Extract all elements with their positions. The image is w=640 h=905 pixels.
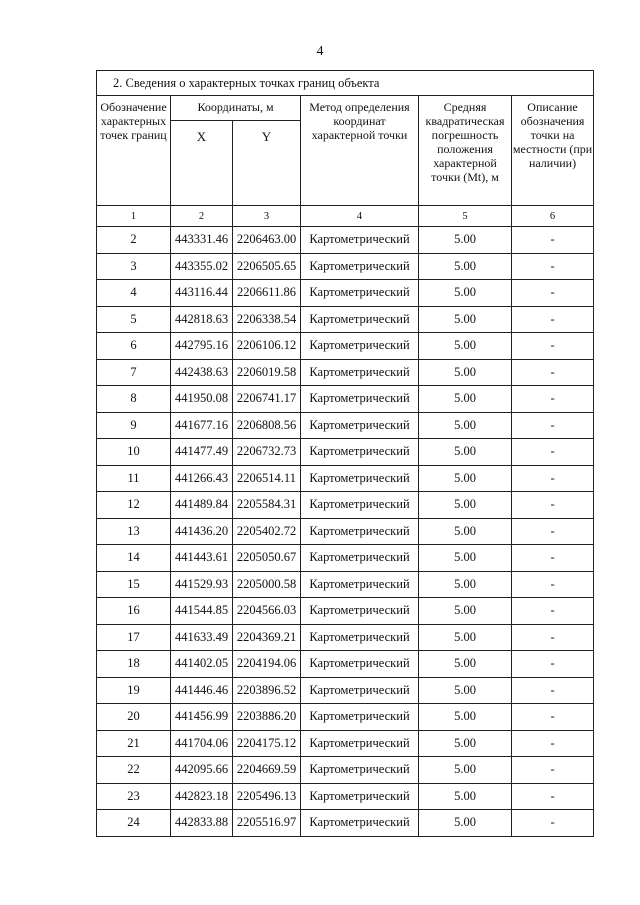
method-cell: Картометрический xyxy=(301,677,419,704)
table-row xyxy=(97,253,594,280)
header-description: Описание обозначения точки на местности (при наличии) xyxy=(512,96,594,206)
y-coordinate-cell: 2204175.12 xyxy=(233,730,301,757)
y-coordinate-cell: 2206019.58 xyxy=(233,359,301,386)
point-id-cell: 12 xyxy=(97,492,171,519)
point-id-cell: 11 xyxy=(97,465,171,492)
error-cell: 5.00 xyxy=(419,386,512,413)
table-row xyxy=(97,571,594,598)
method-cell: Картометрический xyxy=(301,757,419,784)
error-cell: 5.00 xyxy=(419,677,512,704)
method-cell: Картометрический xyxy=(301,545,419,572)
method-cell: Картометрический xyxy=(301,492,419,519)
y-coordinate-cell: 2206106.12 xyxy=(233,333,301,360)
y-coordinate-cell: 2206808.56 xyxy=(233,412,301,439)
x-coordinate-cell: 443355.02 xyxy=(171,253,233,280)
table-row xyxy=(97,412,594,439)
point-id-cell: 16 xyxy=(97,598,171,625)
method-cell: Картометрический xyxy=(301,651,419,678)
error-cell: 5.00 xyxy=(419,704,512,731)
point-id-cell: 9 xyxy=(97,412,171,439)
point-id-cell: 21 xyxy=(97,730,171,757)
method-cell: Картометрический xyxy=(301,227,419,254)
x-coordinate-cell: 441950.08 xyxy=(171,386,233,413)
y-coordinate-cell: 2205516.97 xyxy=(233,810,301,837)
page-number: 4 xyxy=(316,44,324,59)
column-number: 1 xyxy=(97,206,171,227)
table-row xyxy=(97,333,594,360)
y-coordinate-cell: 2206611.86 xyxy=(233,280,301,307)
description-cell: - xyxy=(512,598,594,625)
error-cell: 5.00 xyxy=(419,492,512,519)
table-row xyxy=(97,280,594,307)
header-error: Средняя квадратическая погрешность положения характерной точки (Mt), м xyxy=(419,96,512,206)
error-cell: 5.00 xyxy=(419,253,512,280)
method-cell: Картометрический xyxy=(301,598,419,625)
method-cell: Картометрический xyxy=(301,704,419,731)
point-id-cell: 19 xyxy=(97,677,171,704)
error-cell: 5.00 xyxy=(419,227,512,254)
description-cell: - xyxy=(512,386,594,413)
x-coordinate-cell: 442818.63 xyxy=(171,306,233,333)
description-cell: - xyxy=(512,333,594,360)
table-row xyxy=(97,730,594,757)
point-id-cell: 8 xyxy=(97,386,171,413)
x-coordinate-cell: 441266.43 xyxy=(171,465,233,492)
point-id-cell: 23 xyxy=(97,783,171,810)
column-number: 2 xyxy=(171,206,233,227)
description-cell: - xyxy=(512,571,594,598)
table-row xyxy=(97,306,594,333)
method-cell: Картометрический xyxy=(301,730,419,757)
point-id-cell: 10 xyxy=(97,439,171,466)
description-cell: - xyxy=(512,545,594,572)
method-cell: Картометрический xyxy=(301,518,419,545)
point-id-cell: 24 xyxy=(97,810,171,837)
table-row xyxy=(97,386,594,413)
description-cell: - xyxy=(512,757,594,784)
method-cell: Картометрический xyxy=(301,306,419,333)
y-coordinate-cell: 2206732.73 xyxy=(233,439,301,466)
y-coordinate-cell: 2206514.11 xyxy=(233,465,301,492)
description-cell: - xyxy=(512,810,594,837)
method-cell: Картометрический xyxy=(301,783,419,810)
header-y: Y xyxy=(233,121,301,206)
error-cell: 5.00 xyxy=(419,571,512,598)
method-cell: Картометрический xyxy=(301,465,419,492)
method-cell: Картометрический xyxy=(301,624,419,651)
x-coordinate-cell: 441677.16 xyxy=(171,412,233,439)
point-id-cell: 20 xyxy=(97,704,171,731)
table-row xyxy=(97,545,594,572)
x-coordinate-cell: 442438.63 xyxy=(171,359,233,386)
description-cell: - xyxy=(512,280,594,307)
error-cell: 5.00 xyxy=(419,359,512,386)
y-coordinate-cell: 2203886.20 xyxy=(233,704,301,731)
error-cell: 5.00 xyxy=(419,651,512,678)
point-id-cell: 22 xyxy=(97,757,171,784)
error-cell: 5.00 xyxy=(419,810,512,837)
error-cell: 5.00 xyxy=(419,757,512,784)
error-cell: 5.00 xyxy=(419,598,512,625)
x-coordinate-cell: 441443.61 xyxy=(171,545,233,572)
header-x: X xyxy=(171,121,233,206)
column-number: 5 xyxy=(419,206,512,227)
description-cell: - xyxy=(512,465,594,492)
method-cell: Картометрический xyxy=(301,571,419,598)
method-cell: Картометрический xyxy=(301,253,419,280)
table-row xyxy=(97,465,594,492)
x-coordinate-cell: 442833.88 xyxy=(171,810,233,837)
error-cell: 5.00 xyxy=(419,730,512,757)
x-coordinate-cell: 441446.46 xyxy=(171,677,233,704)
header-designation: Обозначение характерных точек границ xyxy=(97,96,171,206)
x-coordinate-cell: 441436.20 xyxy=(171,518,233,545)
description-cell: - xyxy=(512,492,594,519)
x-coordinate-cell: 442095.66 xyxy=(171,757,233,784)
y-coordinate-cell: 2205000.58 xyxy=(233,571,301,598)
y-coordinate-cell: 2206505.65 xyxy=(233,253,301,280)
table-body xyxy=(97,227,594,837)
description-cell: - xyxy=(512,227,594,254)
error-cell: 5.00 xyxy=(419,545,512,572)
point-id-cell: 13 xyxy=(97,518,171,545)
x-coordinate-cell: 441477.49 xyxy=(171,439,233,466)
x-coordinate-cell: 441456.99 xyxy=(171,704,233,731)
y-coordinate-cell: 2205496.13 xyxy=(233,783,301,810)
error-cell: 5.00 xyxy=(419,624,512,651)
header-method: Метод определения координат характерной точки xyxy=(301,96,419,206)
table-row xyxy=(97,704,594,731)
error-cell: 5.00 xyxy=(419,465,512,492)
error-cell: 5.00 xyxy=(419,280,512,307)
column-number: 4 xyxy=(301,206,419,227)
method-cell: Картометрический xyxy=(301,439,419,466)
point-id-cell: 4 xyxy=(97,280,171,307)
table-row xyxy=(97,677,594,704)
table-row xyxy=(97,624,594,651)
error-cell: 5.00 xyxy=(419,412,512,439)
description-cell: - xyxy=(512,518,594,545)
table-row xyxy=(97,783,594,810)
x-coordinate-cell: 442795.16 xyxy=(171,333,233,360)
column-number: 6 xyxy=(512,206,594,227)
description-cell: - xyxy=(512,783,594,810)
table-row xyxy=(97,227,594,254)
point-id-cell: 7 xyxy=(97,359,171,386)
y-coordinate-cell: 2203896.52 xyxy=(233,677,301,704)
x-coordinate-cell: 441704.06 xyxy=(171,730,233,757)
table-row xyxy=(97,518,594,545)
description-cell: - xyxy=(512,730,594,757)
point-id-cell: 18 xyxy=(97,651,171,678)
description-cell: - xyxy=(512,704,594,731)
y-coordinate-cell: 2205402.72 xyxy=(233,518,301,545)
description-cell: - xyxy=(512,439,594,466)
table-row xyxy=(97,651,594,678)
method-cell: Картометрический xyxy=(301,386,419,413)
point-id-cell: 2 xyxy=(97,227,171,254)
table-row xyxy=(97,359,594,386)
point-id-cell: 6 xyxy=(97,333,171,360)
table-row xyxy=(97,757,594,784)
error-cell: 5.00 xyxy=(419,333,512,360)
error-cell: 5.00 xyxy=(419,439,512,466)
y-coordinate-cell: 2205584.31 xyxy=(233,492,301,519)
method-cell: Картометрический xyxy=(301,333,419,360)
error-cell: 5.00 xyxy=(419,306,512,333)
method-cell: Картометрический xyxy=(301,810,419,837)
method-cell: Картометрический xyxy=(301,412,419,439)
header-coordinates: Координаты, м xyxy=(171,96,301,121)
y-coordinate-cell: 2205050.67 xyxy=(233,545,301,572)
column-numbers-row xyxy=(97,206,594,227)
x-coordinate-cell: 443331.46 xyxy=(171,227,233,254)
column-number: 3 xyxy=(233,206,301,227)
x-coordinate-cell: 443116.44 xyxy=(171,280,233,307)
method-cell: Картометрический xyxy=(301,280,419,307)
y-coordinate-cell: 2206463.00 xyxy=(233,227,301,254)
description-cell: - xyxy=(512,677,594,704)
y-coordinate-cell: 2206741.17 xyxy=(233,386,301,413)
point-id-cell: 14 xyxy=(97,545,171,572)
y-coordinate-cell: 2204566.03 xyxy=(233,598,301,625)
y-coordinate-cell: 2206338.54 xyxy=(233,306,301,333)
boundary-points-table xyxy=(96,70,594,837)
description-cell: - xyxy=(512,359,594,386)
x-coordinate-cell: 441633.49 xyxy=(171,624,233,651)
method-cell: Картометрический xyxy=(301,359,419,386)
table-header xyxy=(97,71,594,227)
description-cell: - xyxy=(512,624,594,651)
point-id-cell: 3 xyxy=(97,253,171,280)
description-cell: - xyxy=(512,651,594,678)
error-cell: 5.00 xyxy=(419,783,512,810)
table-row xyxy=(97,439,594,466)
x-coordinate-cell: 441402.05 xyxy=(171,651,233,678)
x-coordinate-cell: 442823.18 xyxy=(171,783,233,810)
table-row xyxy=(97,598,594,625)
y-coordinate-cell: 2204369.21 xyxy=(233,624,301,651)
error-cell: 5.00 xyxy=(419,518,512,545)
description-cell: - xyxy=(512,306,594,333)
section-title: 2. Сведения о характерных точках границ объекта xyxy=(97,71,594,96)
y-coordinate-cell: 2204669.59 xyxy=(233,757,301,784)
description-cell: - xyxy=(512,412,594,439)
point-id-cell: 15 xyxy=(97,571,171,598)
point-id-cell: 5 xyxy=(97,306,171,333)
table-row xyxy=(97,810,594,837)
point-id-cell: 17 xyxy=(97,624,171,651)
description-cell: - xyxy=(512,253,594,280)
table-row xyxy=(97,492,594,519)
y-coordinate-cell: 2204194.06 xyxy=(233,651,301,678)
x-coordinate-cell: 441489.84 xyxy=(171,492,233,519)
x-coordinate-cell: 441529.93 xyxy=(171,571,233,598)
x-coordinate-cell: 441544.85 xyxy=(171,598,233,625)
